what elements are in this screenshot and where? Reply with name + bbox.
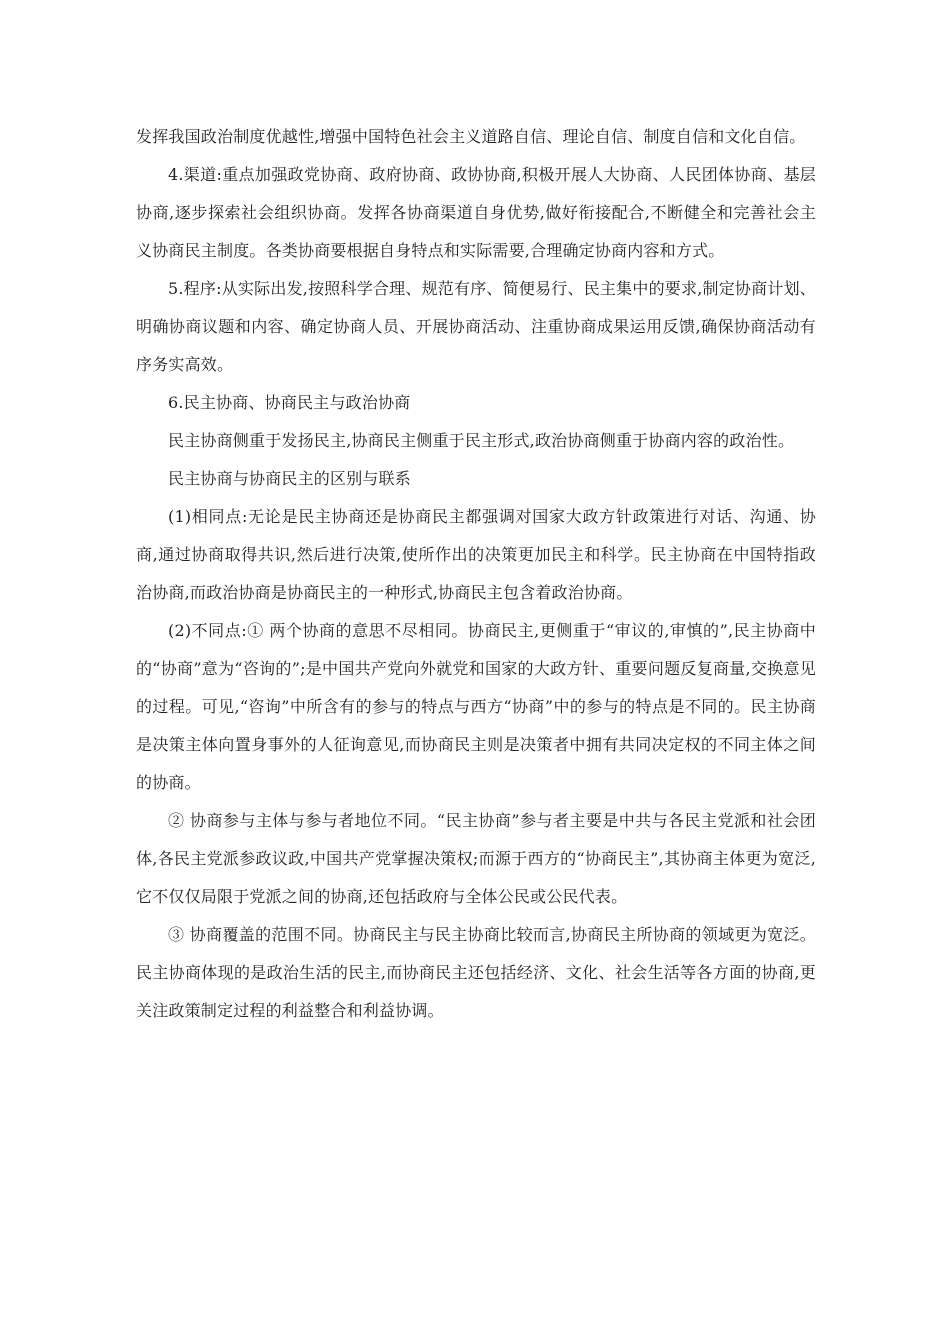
- paragraph-differences-participants: ② 协商参与主体与参与者地位不同。“民主协商”参与者主要是中共与各民主党派和社会团体,各民主党派参政议政,中国共产党掌握决策权;而源于西方的“协商民主”,其协商主体更为宽泛,它不仅仅局限于党派之间的协商,还包括政府与全体公民或公民代表。: [136, 811, 816, 906]
- paragraph-differences-meaning: (2)不同点:① 两个协商的意思不尽相同。协商民主,更侧重于“审议的,审慎的”,民主协商中的“协商”意为“咨询的”;是中国共产党向外就党和国家的大政方针、重要问题反复商量,交换意见的过程。可见,“咨询”中所含有的参与的特点与西方“协商”中的参与的特点是不同的。民主协商是决策主体向置身事外的人征询意见,而协商民主则是决策者中拥有共同决定权的不同主体之间的协商。: [136, 621, 816, 792]
- section-heading-consultation-types: 6.民主协商、协商民主与政治协商: [168, 393, 411, 412]
- paragraph-channels: 4.渠道:重点加强政党协商、政府协商、政协协商,积极开展人大协商、人民团体协商、基层协商,逐步探索社会组织协商。发挥各协商渠道自身优势,做好衔接配合,不断健全和完善社会主义协商民主制度。各类协商要根据自身特点和实际需要,合理确定协商内容和方式。: [136, 165, 816, 260]
- paragraph-similarities: (1)相同点:无论是民主协商还是协商民主都强调对国家大政方针政策进行对话、沟通、协商,通过协商取得共识,然后进行决策,使所作出的决策更加民主和科学。民主协商在中国特指政治协商,而政治协商是协商民主的一种形式,协商民主包含着政治协商。: [136, 507, 816, 602]
- subheading-difference-and-relation: 民主协商与协商民主的区别与联系: [168, 469, 412, 488]
- document-body: [136, 118, 816, 1030]
- paragraph-continuation: 发挥我国政治制度优越性,增强中国特色社会主义道路自信、理论自信、制度自信和文化自信。: [136, 127, 806, 146]
- paragraph-procedure: 5.程序:从实际出发,按照科学合理、规范有序、简便易行、民主集中的要求,制定协商计划、明确协商议题和内容、确定协商人员、开展协商活动、注重协商成果运用反馈,确保协商活动有序务实高效。: [136, 279, 816, 374]
- paragraph-differences-scope: ③ 协商覆盖的范围不同。协商民主与民主协商比较而言,协商民主所协商的领域更为宽泛。民主协商体现的是政治生活的民主,而协商民主还包括经济、文化、社会生活等各方面的协商,更关注政策制定过程的利益整合和利益协调。: [136, 925, 816, 1020]
- paragraph-emphasis: 民主协商侧重于发扬民主,协商民主侧重于民主形式,政治协商侧重于协商内容的政治性。: [168, 431, 795, 450]
